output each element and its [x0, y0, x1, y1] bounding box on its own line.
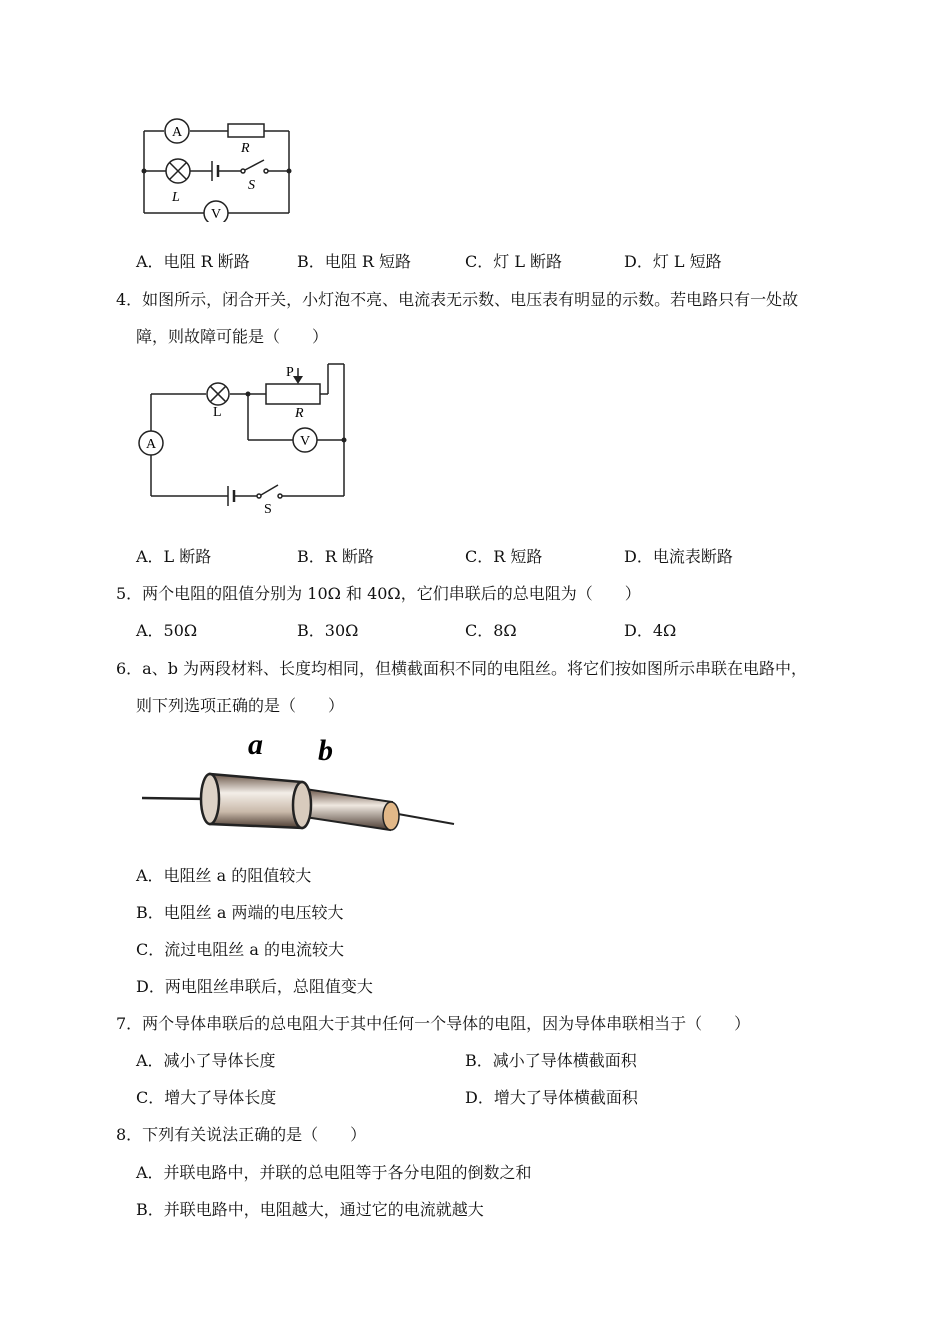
- q4-option-b[interactable]: B．R 断路: [297, 547, 374, 566]
- q3-battery-icon: [212, 161, 218, 181]
- q5-stem-line-1: 5．两个电阻的阻值分别为 10Ω 和 40Ω，它们串联后的总电阻为（ ）: [116, 584, 641, 603]
- q7-option-a[interactable]: A．减小了导体长度: [136, 1051, 276, 1070]
- q3-resistor-label: R: [241, 141, 250, 156]
- q3-junction-left: [142, 169, 147, 174]
- q7-option-c[interactable]: C．增大了导体长度: [136, 1088, 277, 1107]
- q4-option-a[interactable]: A．L 断路: [136, 547, 212, 566]
- q7-option-b[interactable]: B．减小了导体横截面积: [465, 1051, 637, 1070]
- q6-option-a[interactable]: A．电阻丝 a 的阻值较大: [136, 866, 312, 885]
- q7-stem-line-1: 7．两个导体串联后的总电阻大于其中任何一个导体的电阻，因为导体串联相当于（ ）: [116, 1014, 751, 1033]
- q3-switch-label: S: [248, 178, 255, 193]
- q4-slider-label: P: [286, 365, 294, 380]
- q4-option-d[interactable]: D．电流表断路: [624, 547, 733, 566]
- q3-resistor-icon: [228, 124, 264, 137]
- q4-battery-icon: [228, 486, 234, 506]
- q4-voltmeter-label: V: [299, 434, 311, 449]
- q4-slider-arrow-icon: [293, 368, 303, 384]
- q4-switch-icon: [257, 485, 282, 498]
- q6-stem-line-1: 6．a、b 为两段材料、长度均相同，但横截面积不同的电阻丝。将它们按如图所示串联在电路中，: [116, 659, 808, 678]
- q4-stem-line-1: 4．如图所示，闭合开关，小灯泡不亮、电流表无示数、电压表有明显的示数。若电路只有一处故: [116, 290, 799, 309]
- q3-circuit-diagram: [130, 110, 305, 222]
- q3-switch-icon: [241, 160, 268, 173]
- q8-option-b[interactable]: B．并联电路中，电阻越大，通过它的电流就越大: [136, 1200, 484, 1219]
- q3-ammeter-label: A: [171, 125, 183, 140]
- q6-wire-a-icon: [201, 774, 311, 828]
- q3-option-b[interactable]: B．电阻 R 短路: [297, 252, 411, 271]
- q4-circuit-diagram: [130, 360, 355, 518]
- q7-option-d[interactable]: D．增大了导体横截面积: [465, 1088, 638, 1107]
- q6-label-a: a: [248, 730, 263, 761]
- q4-ammeter-label: A: [145, 437, 157, 452]
- q4-junction-top: [246, 392, 251, 397]
- q3-option-d[interactable]: D．灯 L 短路: [624, 252, 722, 271]
- q3-lamp-label: L: [172, 190, 180, 205]
- q8-stem-line-1: 8．下列有关说法正确的是（ ）: [116, 1125, 367, 1144]
- q3-option-c[interactable]: C．灯 L 断路: [465, 252, 563, 271]
- q6-resistor-wire-figure: [140, 730, 460, 835]
- q4-lamp-label: L: [213, 405, 222, 420]
- q6-option-d[interactable]: D．两电阻丝串联后，总阻值变大: [136, 977, 373, 996]
- q4-stem-line-2: 障，则故障可能是（ ）: [136, 327, 329, 346]
- q4-switch-label: S: [264, 502, 272, 517]
- q6-stem-line-2: 则下列选项正确的是（ ）: [136, 696, 345, 715]
- q4-rheostat-icon: [266, 384, 320, 404]
- q4-junction-right: [342, 438, 347, 443]
- q6-wire-b-icon: [305, 789, 399, 830]
- q6-option-c[interactable]: C．流过电阻丝 a 的电流较大: [136, 940, 344, 959]
- q4-resistor-label: R: [295, 406, 304, 421]
- q3-junction-right: [287, 169, 292, 174]
- q4-option-c[interactable]: C．R 短路: [465, 547, 543, 566]
- q4-ammeter-icon: [139, 431, 163, 455]
- q3-option-a[interactable]: A．电阻 R 断路: [136, 252, 250, 271]
- q3-lamp-icon: [166, 159, 190, 183]
- q8-option-a[interactable]: A．并联电路中，并联的总电阻等于各分电阻的倒数之和: [136, 1163, 532, 1182]
- q3-voltmeter-label: V: [210, 207, 222, 222]
- q5-option-a[interactable]: A．50Ω: [136, 621, 198, 640]
- q3-voltmeter-icon: [204, 201, 228, 222]
- q6-label-b: b: [318, 734, 333, 767]
- q6-option-b[interactable]: B．电阻丝 a 两端的电压较大: [136, 903, 344, 922]
- q5-option-b[interactable]: B．30Ω: [297, 621, 359, 640]
- q3-ammeter-icon: [165, 119, 189, 143]
- q4-voltmeter-icon: [293, 428, 317, 452]
- q4-lamp-icon: [207, 383, 229, 405]
- q5-option-c[interactable]: C．8Ω: [465, 621, 517, 640]
- q5-option-d[interactable]: D．4Ω: [624, 621, 677, 640]
